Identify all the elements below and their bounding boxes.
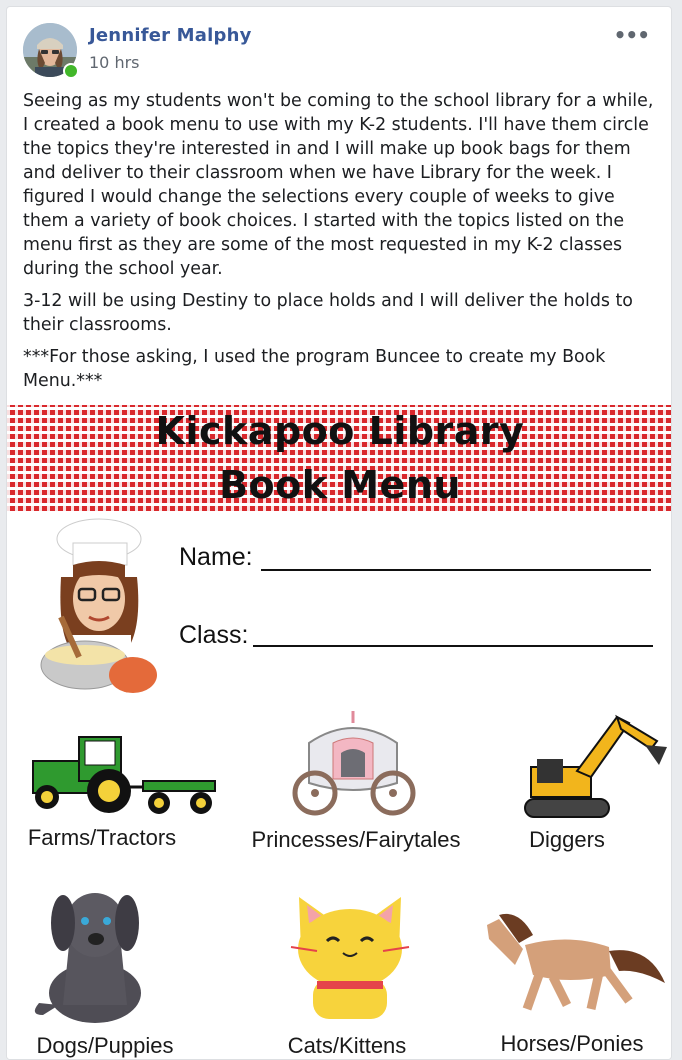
- tractor-icon: [23, 725, 219, 817]
- class-label: Class:: [179, 621, 249, 649]
- author-name[interactable]: Jennifer Malphy: [89, 25, 252, 46]
- category-farms-tractors[interactable]: Farms/Tractors: [27, 825, 177, 850]
- category-princesses-fairytales[interactable]: Princesses/Fairytales: [251, 827, 461, 852]
- carriage-icon: [289, 709, 419, 821]
- post-card: [6, 6, 672, 1060]
- category-horses-ponies[interactable]: Horses/Ponies: [500, 1031, 644, 1056]
- category-diggers[interactable]: Diggers: [529, 827, 605, 852]
- menu-subtitle: Book Menu: [219, 463, 461, 507]
- post-paragraph: ***For those asking, I used the program Buncee to create my Book Menu.***: [23, 347, 606, 391]
- horse-icon: [479, 905, 667, 1017]
- post-text: [23, 89, 663, 401]
- gingham-banner: [7, 405, 672, 511]
- post-timestamp[interactable]: 10 hrs: [89, 53, 140, 72]
- menu-title: Kickapoo Library: [155, 409, 525, 453]
- category-dogs-puppies[interactable]: Dogs/Puppies: [36, 1033, 174, 1058]
- name-label: Name:: [179, 543, 253, 571]
- category-cats-kittens[interactable]: Cats/Kittens: [287, 1033, 407, 1058]
- post-image-book-menu[interactable]: [7, 405, 672, 1060]
- cat-icon: [287, 883, 413, 1021]
- chef-avatar-icon: [21, 517, 171, 703]
- name-blank-line[interactable]: [261, 569, 651, 571]
- post-paragraph: 3-12 will be using Destiny to place holds and I will deliver the holds to their classrooms.: [23, 291, 633, 335]
- excavator-icon: [517, 711, 667, 823]
- online-status-indicator: [63, 63, 79, 79]
- class-blank-line[interactable]: [253, 645, 653, 647]
- dog-icon: [29, 875, 159, 1025]
- post-header: [23, 23, 653, 79]
- more-options-icon[interactable]: •••: [613, 23, 649, 47]
- post-paragraph: Seeing as my students won't be coming to the school library for a while, I created a book menu to use with my K-2 students. I'll have them circle the topics they're interested in and I will make up book bags for them and deliver to their classroom when we have Library for the week. I figured I would change the selections every couple of weeks to give them a variety of book choices. I started with the topics listed on the menu first as they are some of the most requested in my K-2 classes during the school year.: [23, 91, 654, 279]
